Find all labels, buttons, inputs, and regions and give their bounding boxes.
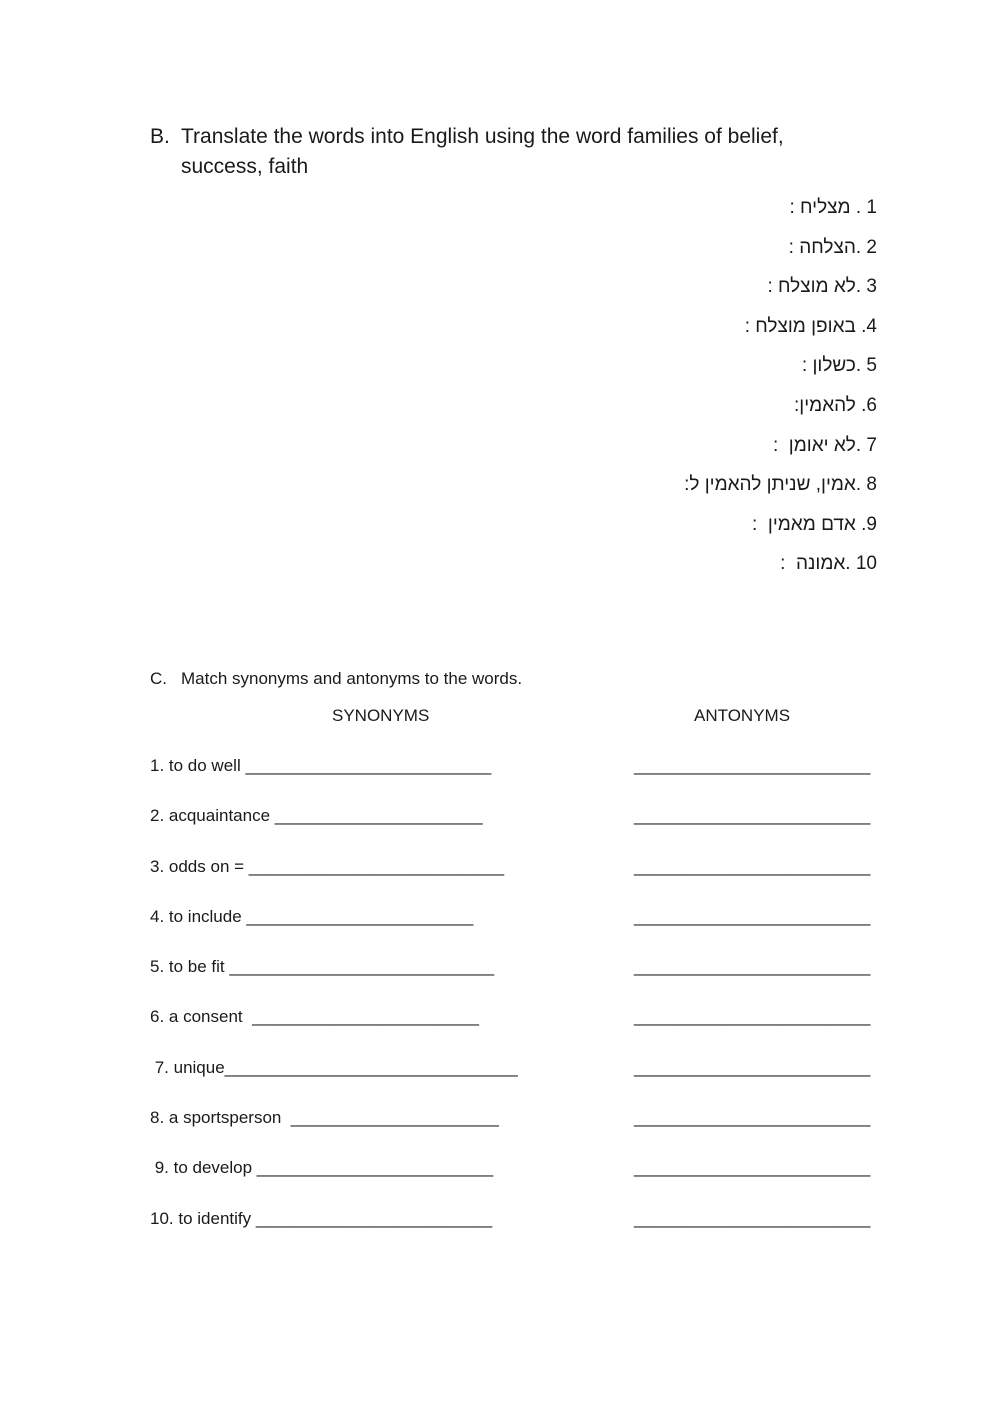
antonym-blank[interactable]: _________________________ [634,1057,871,1077]
match-row [150,855,880,905]
match-row [150,955,880,1005]
hebrew-item: 2 .הצלחה : [788,236,877,258]
match-row [150,1005,880,1055]
hebrew-item: 4. באופן מוצלח : [744,315,877,337]
hebrew-word-list [500,195,877,591]
section-c [150,667,880,691]
match-row [150,804,880,854]
antonym-blank[interactable]: _________________________ [634,1158,871,1178]
hebrew-item: 1 . מצליח : [789,197,877,218]
section-b [150,122,850,182]
hebrew-item: 9. אדם מאמין : [752,513,877,535]
section-b-instruction: Translate the words into English using the word families of belief, success, faith [181,125,784,178]
antonym-blank[interactable]: _________________________ [634,806,871,826]
section-c-heading [150,667,880,691]
synonym-blank[interactable]: 5. to be fit ____________________________ [150,957,495,977]
antonym-blank[interactable]: _________________________ [634,906,871,926]
hebrew-item: 10 .אמונה : [780,553,877,575]
synonym-blank[interactable]: 10. to identify _________________________ [150,1208,493,1228]
synonym-blank[interactable]: 6. a consent ________________________ [150,1007,479,1027]
section-c-letter: C. [150,669,167,688]
section-b-heading [150,122,850,182]
synonym-blank[interactable]: 9. to develop _________________________ [150,1158,494,1178]
antonym-blank[interactable]: _________________________ [634,1108,871,1128]
match-row [150,1156,880,1206]
antonym-blank[interactable]: _________________________ [634,1208,871,1228]
hebrew-item: 7 .לא יאומן : [772,434,877,456]
hebrew-item: 3 .לא מוצלח : [767,276,877,298]
section-b-letter: B. [150,125,170,148]
synonym-blank[interactable]: 2. acquaintance ______________________ [150,806,483,826]
match-row [150,1207,880,1257]
hebrew-item: 6. להאמין: [794,394,877,416]
synonym-blank[interactable]: 1. to do well __________________________ [150,756,492,775]
match-row [150,1106,880,1156]
section-c-instruction: Match synonyms and antonyms to the words. [181,669,523,688]
match-row [150,905,880,955]
antonym-blank[interactable]: _________________________ [634,756,871,775]
match-row [150,754,880,804]
antonyms-header: ANTONYMS [694,706,791,725]
synonyms-header: SYNONYMS [332,706,430,725]
synonym-blank[interactable]: 7. unique_______________________________ [150,1057,518,1077]
synonym-blank[interactable]: 4. to include ________________________ [150,906,474,926]
match-row [150,1056,880,1106]
synonym-blank[interactable]: 8. a sportsperson ______________________ [150,1108,499,1128]
synonym-blank[interactable]: 3. odds on = ___________________________ [150,856,505,876]
hebrew-item: 8 .אמין, שניתן להאמין ל: [684,474,877,496]
match-rows [150,754,880,1257]
antonym-blank[interactable]: _________________________ [634,1007,871,1027]
antonym-blank[interactable]: _________________________ [634,856,871,876]
hebrew-item: 5 .כשלון : [801,355,877,377]
antonym-blank[interactable]: _________________________ [634,957,871,977]
